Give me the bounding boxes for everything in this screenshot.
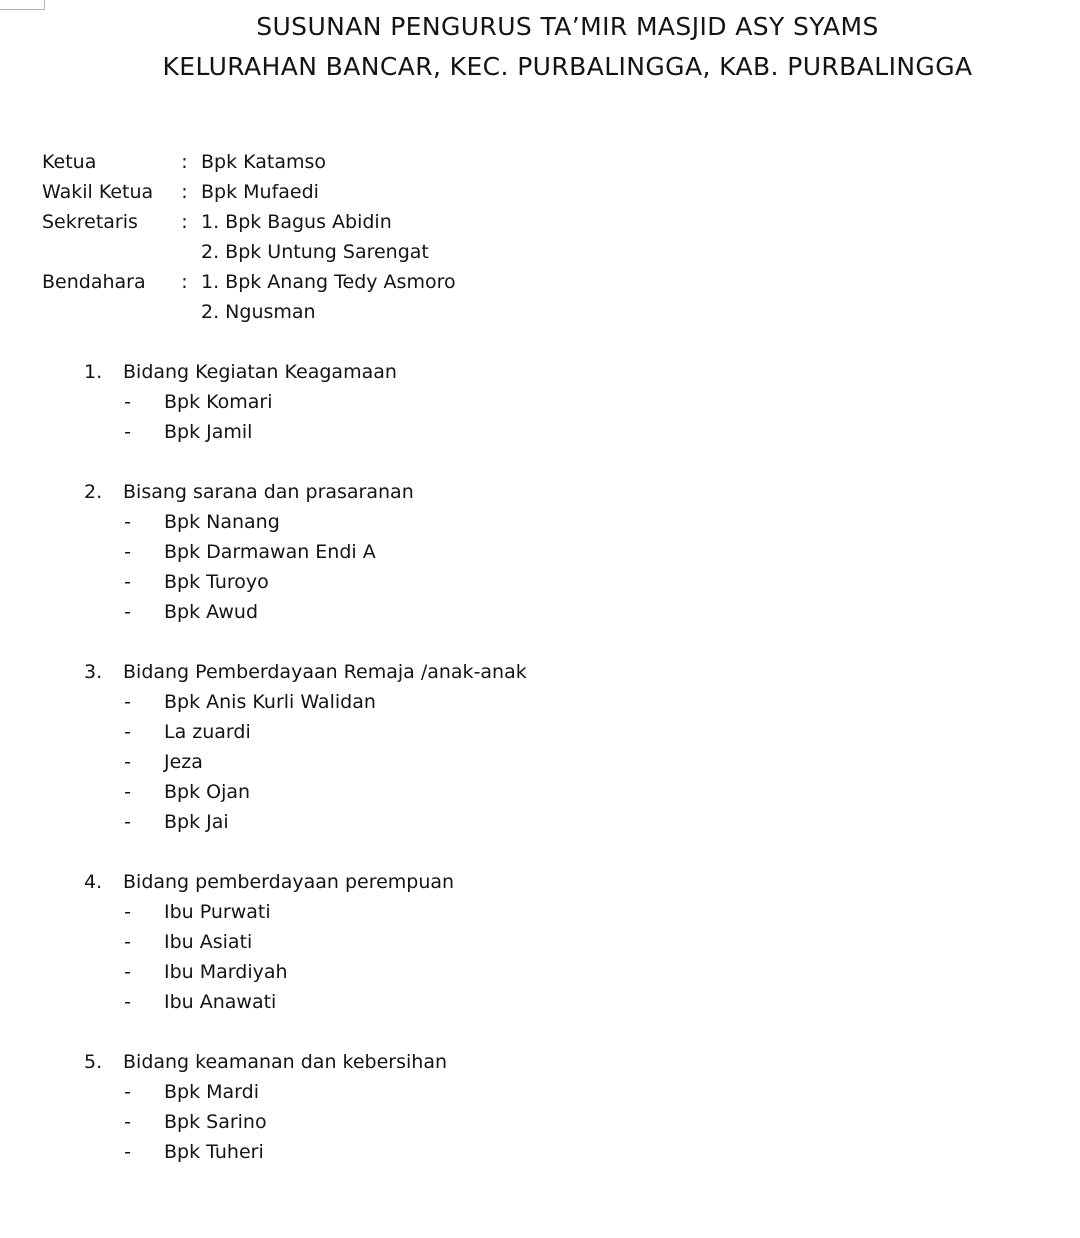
officer-name: 2. Bpk Untung Sarengat [201,241,429,263]
bullet-dash: - [124,571,131,593]
field-section-2 [84,477,527,627]
field-title: Bidang Kegiatan Keagamaan [123,361,397,383]
member-item [84,597,527,627]
bullet-dash: - [124,1141,131,1163]
member-name: Ibu Mardiyah [164,961,288,983]
officer-role: Sekretaris [42,211,138,233]
field-title: Bidang pemberdayaan perempuan [123,871,455,893]
bullet-dash: - [124,811,131,833]
officer-colon: : [181,211,188,233]
officer-names [201,147,326,177]
officer-row-bendahara [42,267,456,327]
officer-row-ketua [42,147,456,177]
field-number: 4. [84,871,103,893]
member-name: Bpk Sarino [164,1111,267,1133]
member-name: Bpk Turoyo [164,571,269,593]
member-name: Bpk Jai [164,811,229,833]
member-item [84,987,527,1017]
officer-name: 1. Bpk Bagus Abidin [201,211,392,233]
member-name: Bpk Tuheri [164,1141,264,1163]
field-section-1 [84,357,527,447]
bullet-dash: - [124,931,131,953]
member-item [84,807,527,837]
member-name: Ibu Asiati [164,931,253,953]
bullet-dash: - [124,721,131,743]
member-item [84,537,527,567]
bullet-dash: - [124,421,131,443]
officer-names [201,177,319,207]
officers-list [42,147,456,327]
officer-name: Bpk Katamso [201,151,327,173]
member-name: Bpk Mardi [164,1081,259,1103]
member-name: Ibu Purwati [164,901,271,923]
field-title: Bisang sarana dan prasaranan [123,481,414,503]
field-number: 1. [84,361,103,383]
field-section-3 [84,657,527,837]
officer-role: Ketua [42,151,97,173]
member-item [84,1077,527,1107]
member-item [84,927,527,957]
bullet-dash: - [124,991,131,1013]
member-item [84,747,527,777]
officer-name: Bpk Mufaedi [201,181,319,203]
officer-row-sekretaris [42,207,456,267]
member-item [84,717,527,747]
officer-colon: : [181,151,188,173]
officer-colon: : [181,271,188,293]
member-item [84,567,527,597]
member-item [84,687,527,717]
field-number: 3. [84,661,103,683]
member-name: Bpk Jamil [164,421,253,443]
field-heading [84,1047,527,1077]
field-title: Bidang Pemberdayaan Remaja /anak-anak [123,661,527,683]
bullet-dash: - [124,961,131,983]
member-name: Bpk Ojan [164,781,251,803]
officer-names [201,267,456,327]
member-name: Bpk Darmawan Endi A [164,541,376,563]
member-item [84,957,527,987]
member-name: Bpk Awud [164,601,259,623]
bullet-dash: - [124,1081,131,1103]
bullet-dash: - [124,511,131,533]
document-title: SUSUNAN PENGURUS TA’MIR MASJID ASY SYAMS [256,12,879,41]
member-item [84,897,527,927]
field-heading [84,477,527,507]
field-number: 5. [84,1051,103,1073]
field-section-4 [84,867,527,1017]
officer-name: 2. Ngusman [201,301,316,323]
field-heading [84,357,527,387]
member-name: Bpk Komari [164,391,273,413]
member-item [84,387,527,417]
bullet-dash: - [124,751,131,773]
member-item [84,777,527,807]
officer-row-wakil-ketua [42,177,456,207]
field-title: Bidang keamanan dan kebersihan [123,1051,448,1073]
member-item [84,507,527,537]
officer-colon: : [181,181,188,203]
bullet-dash: - [124,901,131,923]
member-name: Jeza [164,751,203,773]
fields-list [84,357,527,1197]
document-subtitle: KELURAHAN BANCAR, KEC. PURBALINGGA, KAB. PURBALINGGA [162,52,973,81]
member-name: La zuardi [164,721,251,743]
member-item [84,1137,527,1167]
bullet-dash: - [124,391,131,413]
bullet-dash: - [124,541,131,563]
officer-names [201,207,429,267]
bullet-dash: - [124,691,131,713]
field-heading [84,657,527,687]
field-number: 2. [84,481,103,503]
member-name: Bpk Nanang [164,511,280,533]
bullet-dash: - [124,601,131,623]
bullet-dash: - [124,1111,131,1133]
officer-name: 1. Bpk Anang Tedy Asmoro [201,271,456,293]
officer-role: Bendahara [42,271,146,293]
member-item [84,1107,527,1137]
member-item [84,417,527,447]
member-name: Bpk Anis Kurli Walidan [164,691,376,713]
field-heading [84,867,527,897]
page-corner-mark [0,0,45,10]
field-section-5 [84,1047,527,1167]
member-name: Ibu Anawati [164,991,277,1013]
bullet-dash: - [124,781,131,803]
officer-role: Wakil Ketua [42,181,154,203]
